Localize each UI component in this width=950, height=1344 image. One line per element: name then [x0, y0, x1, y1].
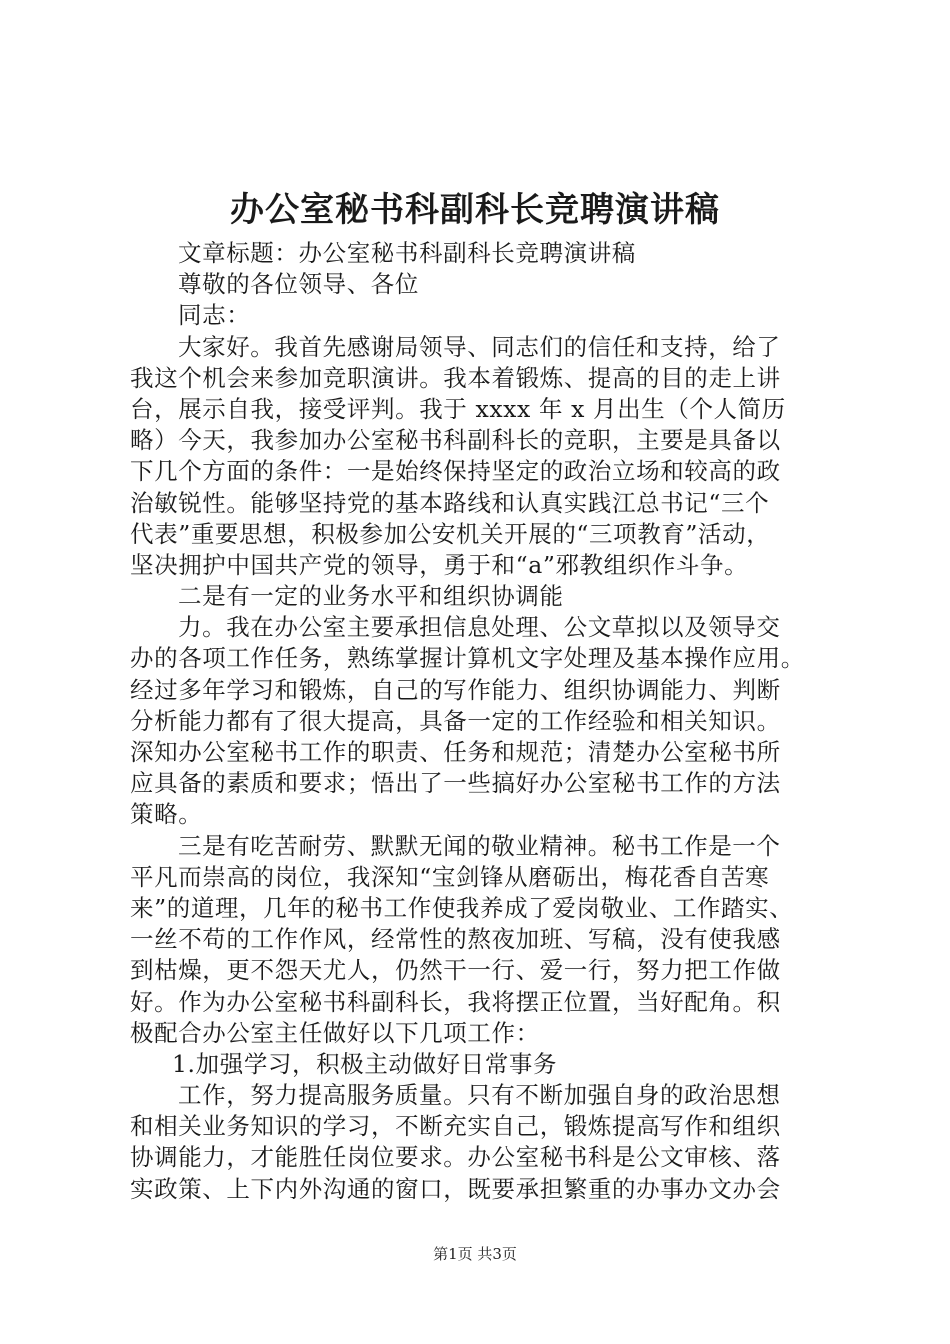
paragraph-line: 坚决拥护中国共产党的领导，勇于和“a”邪教组织作斗争。: [130, 550, 749, 579]
paragraph-line: 略）今天，我参加办公室秘书科副科长的竞职，主要是具备以: [130, 426, 781, 455]
paragraph-line: 大家好。我首先感谢局领导、同志们的信任和支持，给了: [178, 332, 781, 361]
paragraph-line: 应具备的素质和要求；悟出了一些搞好办公室秘书工作的方法: [130, 769, 781, 798]
paragraph-line: 代表”重要思想，积极参加公安机关开展的“三项教育”活动，: [130, 519, 771, 548]
paragraph-line: 平凡而崇高的岗位，我深知“宝剑锋从磨砺出，梅花香自苦寒: [130, 862, 770, 891]
page-footer: 第1页 共3页: [433, 1245, 517, 1263]
paragraph-line: 策略。: [130, 800, 203, 829]
paragraph-line: 深知办公室秘书工作的职责、任务和规范；清楚办公室秘书所: [130, 738, 781, 766]
salutation-line: 尊敬的各位领导、各位: [178, 270, 419, 299]
paragraph-line: 实政策、上下内外沟通的窗口，既要承担繁重的办事办文办会: [130, 1174, 781, 1203]
paragraph-line: 经过多年学习和锻炼，自己的写作能力、组织协调能力、判断: [130, 675, 781, 704]
paragraph-line: 好。作为办公室秘书科副科长，我将摆正位置，当好配角。积: [130, 987, 781, 1016]
paragraph-line: 来”的道理，几年的秘书工作使我养成了爱岗敬业、工作踏实、: [130, 893, 794, 922]
paragraph-line: 分析能力都有了很大提高，具备一定的工作经验和相关知识。: [130, 706, 781, 735]
document-body: [130, 238, 836, 1205]
paragraph-line: 台，展示自我，接受评判。我于 xxxx 年 x 月出生（个人简历: [130, 394, 786, 423]
paragraph-line: 极配合办公室主任做好以下几项工作：: [130, 1018, 540, 1047]
paragraph-line: 和相关业务知识的学习，不断充实自己，锻炼提高写作和组织: [130, 1112, 781, 1141]
paragraph-line: 工作，努力提高服务质量。只有不断加强自身的政治思想: [178, 1081, 781, 1110]
paragraph-line: 办的各项工作任务，熟练掌握计算机文字处理及基本操作应用。: [130, 644, 805, 673]
paragraph-line: 二是有一定的业务水平和组织协调能: [178, 582, 564, 611]
paragraph-line: 一丝不苟的工作作风，经常性的熬夜加班、写稿，没有使我感: [130, 925, 781, 954]
paragraph-line: 力。我在办公室主要承担信息处理、公文草拟以及领导交: [178, 613, 781, 642]
list-item-heading: 1.加强学习，积极主动做好日常事务: [172, 1049, 558, 1078]
paragraph-line: 到枯燥，更不怨天尤人，仍然干一行、爱一行，努力把工作做: [130, 956, 781, 985]
article-title-line: 文章标题：办公室秘书科副科长竞聘演讲稿: [178, 239, 636, 267]
paragraph-line: 治敏锐性。能够坚持党的基本路线和认真实践江总书记“三个: [130, 488, 770, 517]
document-title: 办公室秘书科副科长竞聘演讲稿: [230, 190, 720, 230]
paragraph-line: 协调能力，才能胜任岗位要求。办公室秘书科是公文审核、落: [130, 1143, 781, 1172]
paragraph-line: 下几个方面的条件：一是始终保持坚定的政治立场和较高的政: [130, 457, 781, 486]
paragraph-line: 三是有吃苦耐劳、默默无闻的敬业精神。秘书工作是一个: [178, 831, 781, 860]
paragraph-line: 我这个机会来参加竞职演讲。我本着锻炼、提高的目的走上讲: [130, 363, 781, 392]
salutation-line: 同志：: [178, 301, 251, 330]
